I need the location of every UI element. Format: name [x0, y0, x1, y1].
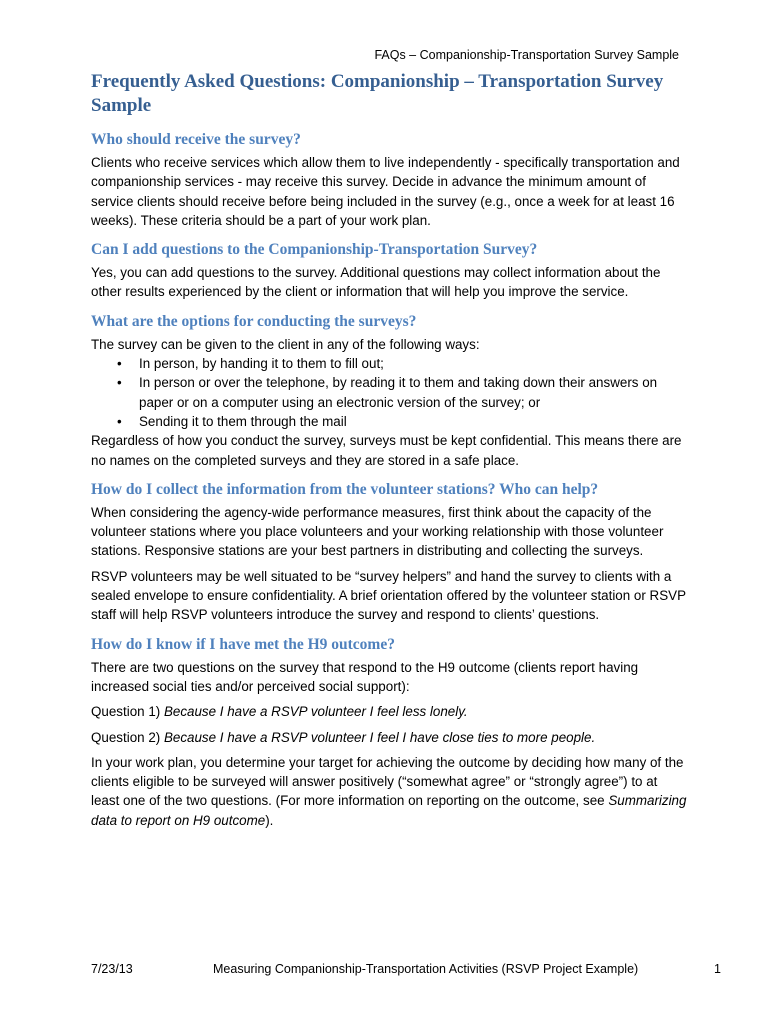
question-text: Because I have a RSVP volunteer I feel I have close ties to more people. [163, 729, 596, 745]
faq-section-who-receives [91, 130, 687, 230]
list-item: • Sending it to them through the mail [139, 412, 687, 431]
reference-title: Summarizing data to report on H9 outcome [91, 793, 687, 828]
section-heading: How do I know if I have met the H9 outcome? [91, 635, 395, 653]
faq-section-add-questions [91, 240, 687, 302]
question-label: Question 2) [91, 729, 164, 745]
section-paragraph: When considering the agency-wide performance measures, first think about the capacity of the volunteer stations where you place volunteers and your working relationship with those volunteer stations. Responsive stations are your best partners in distributing and collecting the surveys. [91, 504, 664, 559]
question-2 [91, 728, 687, 747]
section-heading: What are the options for conducting the surveys? [91, 312, 417, 330]
document-title: Frequently Asked Questions: Companionship – Transportation Survey Sample [91, 71, 664, 116]
closing-text: In your work plan, you determine your target for achieving the outcome by deciding how many of the clients eligible to be surveyed will answer positively (“somewhat agree” or “strongly agree”) to at least one of the two questions. (For more information on reporting on the outcome, see [91, 754, 684, 809]
section-paragraph [91, 753, 687, 830]
options-list [91, 354, 687, 431]
page-number: 1 [714, 962, 721, 976]
document-body [91, 130, 687, 840]
list-item: • In person, by handing it to them to fill out; [139, 354, 687, 373]
faq-section-h9-outcome [91, 635, 687, 830]
section-heading: Can I add questions to the Companionship-Transportation Survey? [91, 241, 538, 259]
running-header: FAQs – Companionship-Transportation Survey Sample [374, 48, 679, 62]
section-paragraph: Clients who receive services which allow them to live independently - specifically transportation and companionship services - may receive this survey. Decide in advance the minimum amount of service clients should receive before being included in the survey (e.g., once a week for at least 16 weeks). These criteria should be a part of your work plan. [91, 155, 680, 228]
question-1 [91, 702, 687, 721]
footer-date: 7/23/13 [91, 962, 133, 976]
section-heading: How do I collect the information from the volunteer stations? Who can help? [91, 480, 599, 498]
footer-title: Measuring Companionship-Transportation Activities (RSVP Project Example) [213, 962, 639, 976]
closing-text-end: ). [265, 812, 274, 828]
section-paragraph: RSVP volunteers may be well situated to be “survey helpers” and hand the survey to clients with a sealed envelope to ensure confidentiality. A brief orientation offered by the volunteer station or RSVP staff will help RSVP volunteers introduce the survey and respond to clients’ questions. [91, 568, 686, 623]
faq-section-options [91, 312, 687, 470]
section-paragraph: Yes, you can add questions to the survey. Additional questions may collect information about the other results experienced by the client or information that will help you improve the service. [91, 265, 661, 300]
question-text: Because I have a RSVP volunteer I feel less lonely. [163, 704, 468, 720]
list-item: • In person or over the telephone, by reading it to them and taking down their answers on paper or on a computer using an electronic version of the survey; or [139, 373, 687, 412]
section-intro: There are two questions on the survey that respond to the H9 outcome (clients report having increased social ties and/or perceived social support): [91, 659, 639, 694]
section-intro: The survey can be given to the client in any of the following ways: [91, 336, 480, 352]
faq-section-collect-info [91, 480, 687, 625]
section-heading: Who should receive the survey? [91, 131, 301, 148]
section-paragraph: Regardless of how you conduct the survey, surveys must be kept confidential. This means there are no names on the completed surveys and they are stored in a safe place. [91, 433, 682, 468]
question-label: Question 1) [91, 704, 164, 720]
